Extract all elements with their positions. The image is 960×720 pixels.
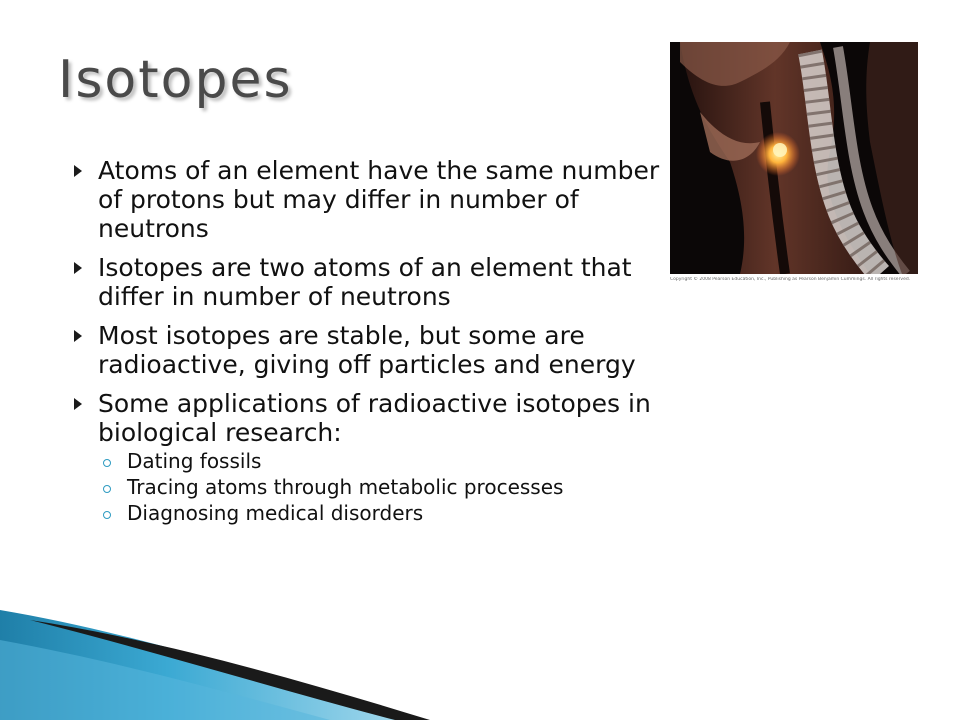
sub-bullet-item	[101, 477, 660, 498]
circle-bullet-icon	[103, 511, 111, 519]
sub-bullet-text: Tracing atoms through metabolic processes	[127, 475, 564, 499]
sub-bullet-list	[98, 451, 660, 524]
circle-bullet-icon	[103, 485, 111, 493]
bullet-text: Some applications of radioactive isotopes in biological research:	[98, 389, 651, 447]
bullet-item	[70, 389, 660, 524]
circle-bullet-icon	[103, 459, 111, 467]
bullet-text: Most isotopes are stable, but some are radioactive, giving off particles and energy	[98, 321, 636, 379]
bullet-arrow-icon	[74, 330, 82, 342]
slide-title: Isotopes	[58, 50, 293, 110]
sub-bullet-text: Diagnosing medical disorders	[127, 501, 424, 525]
sub-bullet-text: Dating fossils	[127, 449, 262, 473]
bullet-list	[70, 156, 660, 534]
bullet-item	[70, 321, 660, 379]
bullet-item	[70, 156, 660, 243]
bullet-arrow-icon	[74, 398, 82, 410]
bullet-text: Atoms of an element have the same number of protons but may differ in number of neutrons	[98, 156, 660, 243]
figure-copyright: Copyright © 2008 Pearson Education, Inc., Publishing as Pearson Benjamin Cummings. All rights reserved.	[670, 277, 911, 282]
bullet-arrow-icon	[74, 165, 82, 177]
pet-ct-scan-image	[670, 42, 918, 274]
bullet-item	[70, 253, 660, 311]
sub-bullet-item	[101, 451, 660, 472]
bullet-arrow-icon	[74, 262, 82, 274]
bullet-text: Isotopes are two atoms of an element that differ in number of neutrons	[98, 253, 632, 311]
sub-bullet-item	[101, 503, 660, 524]
